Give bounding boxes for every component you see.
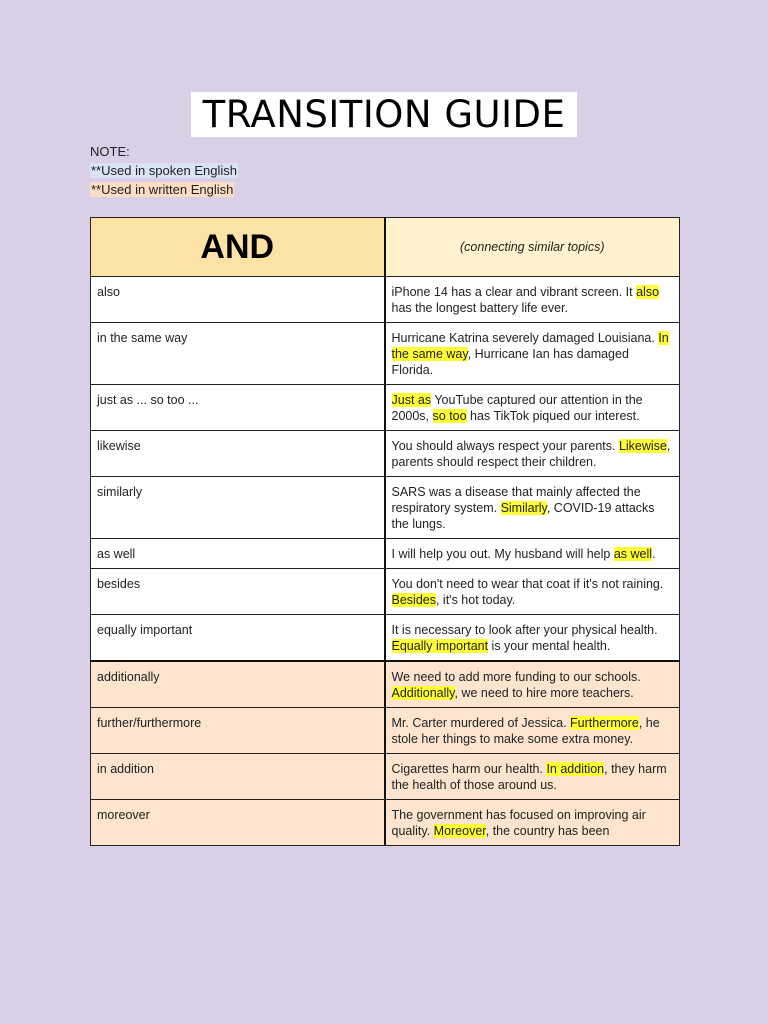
note-written-line [90,180,238,199]
transition-term: likewise [91,431,385,477]
highlighted-transition: Likewise [618,439,667,453]
transition-table [90,217,680,846]
highlighted-transition: Moreover [433,824,486,838]
note-spoken-line [90,161,238,180]
highlighted-transition: Similarly [500,501,547,515]
example-text: . [652,547,656,561]
highlighted-transition: Equally important [391,639,489,653]
example-text: , Hurricane Ian has damaged Florida. [391,347,629,377]
header-keyword-cell [91,218,385,277]
highlighted-transition: also [636,285,660,299]
header-description-cell [385,218,680,277]
example-sentence [385,539,680,569]
example-text: It is necessary to look after your physical health. [391,623,658,637]
note-spoken: **Used in spoken English [91,163,237,178]
highlighted-transition: as well [613,547,653,561]
example-sentence [385,569,680,615]
header-keyword: AND [200,228,275,266]
table-row [91,800,680,846]
highlighted-transition: In the same way [391,331,669,361]
example-sentence [385,708,680,754]
example-sentence [385,431,680,477]
transition-term: besides [91,569,385,615]
example-text: Mr. Carter murdered of Jessica. [391,716,571,730]
table-row [91,569,680,615]
example-sentence [385,615,680,662]
example-text: , COVID-19 attacks the lungs. [391,501,655,531]
example-text: You don't need to wear that coat if it's not raining. [391,577,664,591]
highlighted-transition: Besides [391,593,436,607]
transition-term: further/furthermore [91,708,385,754]
example-text: has the longest battery life ever. [391,301,568,315]
example-text: , the country has been [485,824,610,838]
transition-term: similarly [91,477,385,539]
example-text: iPhone 14 has a clear and vibrant screen. It [391,285,637,299]
table-row [91,708,680,754]
transition-term: additionally [91,661,385,708]
example-sentence [385,754,680,800]
table-row [91,477,680,539]
transition-term: equally important [91,615,385,662]
example-text: We need to add more funding to our schools. [391,670,641,684]
note [90,142,238,199]
table-row [91,661,680,708]
example-text: , it's hot today. [435,593,516,607]
example-text: SARS was a disease that mainly affected the respiratory system. [391,485,641,515]
table-header [91,218,680,277]
table-row [91,277,680,323]
example-text: YouTube captured our attention in the 2000s, [391,393,643,423]
highlighted-transition: Additionally [391,686,455,700]
table-row [91,431,680,477]
example-text: , parents should respect their children. [391,439,671,469]
example-sentence [385,385,680,431]
transition-term: as well [91,539,385,569]
example-text: You should always respect your parents. [391,439,619,453]
example-text: Hurricane Katrina severely damaged Louisiana. [391,331,659,345]
example-text: , he stole her things to make some extra money. [391,716,660,746]
example-sentence [385,661,680,708]
highlighted-transition: so too [432,409,467,423]
example-text: Cigarettes harm our health. [391,762,547,776]
example-text: The government has focused on improving air quality. [391,808,646,838]
table-row [91,754,680,800]
note-label: NOTE: [90,144,130,159]
table-row [91,615,680,662]
example-text: , we need to hire more teachers. [454,686,634,700]
transition-term: also [91,277,385,323]
example-sentence [385,477,680,539]
transition-term: in the same way [91,323,385,385]
title-box [191,92,577,137]
table-row [91,385,680,431]
example-text: , they harm the health of those around us. [391,762,667,792]
example-text: is your mental health. [488,639,611,653]
table-row [91,323,680,385]
example-sentence [385,800,680,846]
highlighted-transition: Just as [391,393,432,407]
highlighted-transition: In addition [546,762,605,776]
table-row [91,539,680,569]
page-title: TRANSITION GUIDE [202,93,566,136]
header-description: (connecting similar topics) [460,240,605,254]
transition-term: moreover [91,800,385,846]
example-sentence [385,277,680,323]
example-text: has TikTok piqued our interest. [466,409,640,423]
example-sentence [385,323,680,385]
transition-term: in addition [91,754,385,800]
example-text: I will help you out. My husband will help [391,547,614,561]
note-written: **Used in written English [91,182,234,197]
transition-term: just as ... so too ... [91,385,385,431]
highlighted-transition: Furthermore [570,716,639,730]
